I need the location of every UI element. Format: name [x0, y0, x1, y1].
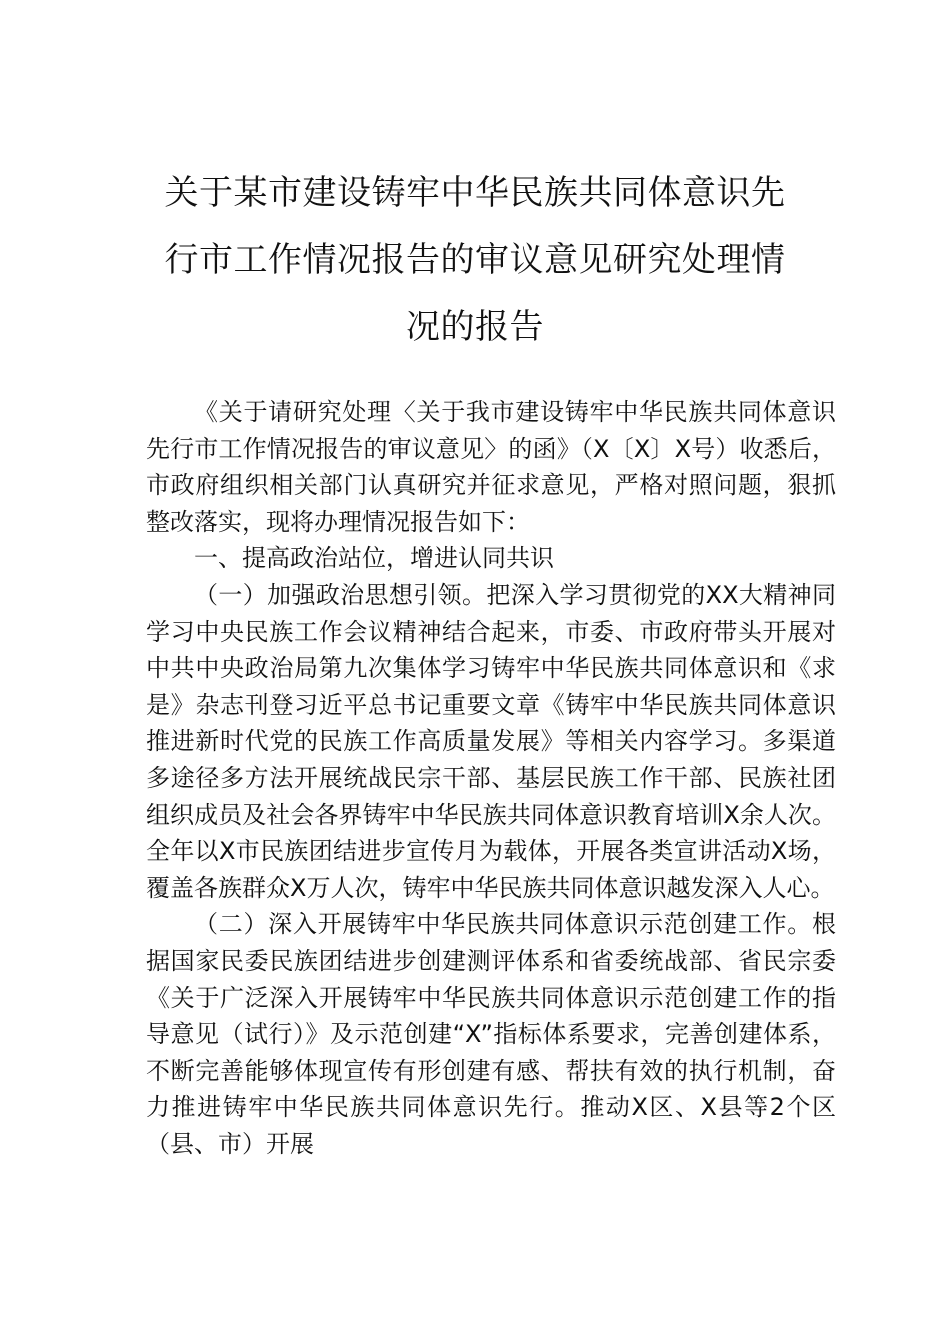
intro-paragraph: 《关于请研究处理〈关于我市建设铸牢中华民族共同体意识先行市工作情况报告的审议意见〉的函》（X〔X〕X号）收悉后，市政府组织相关部门认真研究并征求意见，严格对照问题，狠抓整改落实，现将办理情况报告如下： — [146, 398, 836, 536]
title-line-3: 况的报告 — [406, 307, 544, 347]
document-body — [146, 394, 836, 1162]
paragraph-1-2: （二）深入开展铸牢中华民族共同体意识示范创建工作。根据国家民委民族团结进步创建测评体系和省委统战部、省民宗委《关于广泛深入开展铸牢中华民族共同体意识示范创建工作的指导意见（试行）》及示范创建“X”指标体系要求，完善创建体系，不断完善能够体现宣传有形创建有感、帮扶有效的执行机制，奋力推进铸牢中华民族共同体意识先行。推动X区、X县等2个区（县、市）开展 — [146, 910, 836, 1158]
paragraph-1-1: （一）加强政治思想引领。把深入学习贯彻党的XX大精神同学习中央民族工作会议精神结合起来，市委、市政府带头开展对中共中央政治局第九次集体学习铸牢中华民族共同体意识和《求是》杂志刊登习近平总书记重要文章《铸牢中华民族共同体意识推进新时代党的民族工作高质量发展》等相关内容学习。多渠道多途径多方法开展统战民宗干部、基层民族工作干部、民族社团组织成员及社会各界铸牢中华民族共同体意识教育培训X余人次。全年以X市民族团结进步宣传月为载体，开展各类宣讲活动X场，覆盖各族群众X万人次，铸牢中华民族共同体意识越发深入人心。 — [146, 580, 836, 902]
document-title — [140, 160, 810, 361]
title-line-1: 关于某市建设铸牢中华民族共同体意识先 — [164, 173, 786, 213]
section-heading-1: 一、提高政治站位，增进认同共识 — [194, 544, 554, 573]
title-line-2: 行市工作情况报告的审议意见研究处理情 — [164, 240, 786, 280]
